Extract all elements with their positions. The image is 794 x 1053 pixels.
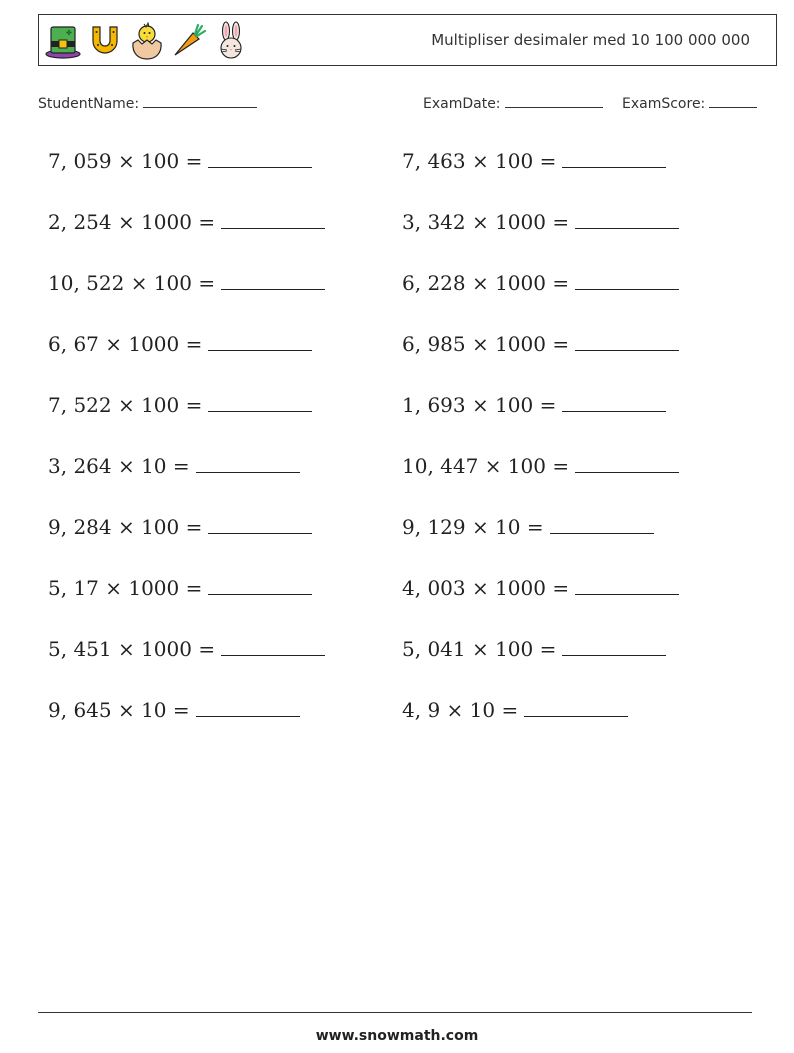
problem-right-3: [402, 268, 679, 298]
problem-text: 9, 645 × 10 =: [48, 698, 190, 722]
answer-blank[interactable]: [196, 698, 300, 717]
exam-score-label: ExamScore:: [622, 96, 706, 112]
problem-left-3: [48, 268, 325, 298]
problem-text: 3, 264 × 10 =: [48, 454, 190, 478]
problem-left-4: [48, 329, 312, 359]
answer-blank[interactable]: [550, 515, 654, 534]
answer-blank[interactable]: [221, 637, 325, 656]
problem-right-7: [402, 512, 654, 542]
exam-score-line[interactable]: [709, 93, 757, 108]
problem-text: 10, 522 × 100 =: [48, 271, 216, 295]
problem-right-10: [402, 695, 628, 725]
horseshoe-icon: [87, 21, 123, 61]
answer-blank[interactable]: [562, 149, 666, 168]
answer-blank[interactable]: [208, 576, 312, 595]
bunny-icon: [213, 21, 249, 61]
problem-left-1: [48, 146, 312, 176]
student-name-label: StudentName:: [38, 96, 140, 112]
problem-text: 7, 522 × 100 =: [48, 393, 203, 417]
problem-right-6: [402, 451, 679, 481]
problem-left-7: [48, 512, 312, 542]
answer-blank[interactable]: [208, 149, 312, 168]
problem-text: 5, 451 × 1000 =: [48, 637, 216, 661]
worksheet-title: Multipliser desimaler med 10 100 000 000: [431, 31, 750, 49]
problem-text: 1, 693 × 100 =: [402, 393, 557, 417]
exam-date-line[interactable]: [505, 93, 603, 108]
answer-blank[interactable]: [208, 332, 312, 351]
answer-blank[interactable]: [575, 332, 679, 351]
answer-blank[interactable]: [524, 698, 628, 717]
student-name-field: [38, 93, 257, 112]
problem-text: 3, 342 × 1000 =: [402, 210, 570, 234]
answer-blank[interactable]: [221, 210, 325, 229]
exam-date-label: ExamDate:: [423, 96, 501, 112]
problem-left-10: [48, 695, 300, 725]
problem-text: 4, 9 × 10 =: [402, 698, 519, 722]
problem-text: 4, 003 × 1000 =: [402, 576, 570, 600]
problem-text: 7, 463 × 100 =: [402, 149, 557, 173]
problem-left-9: [48, 634, 325, 664]
problem-right-8: [402, 573, 679, 603]
problem-text: 5, 17 × 1000 =: [48, 576, 203, 600]
problem-text: 2, 254 × 1000 =: [48, 210, 216, 234]
problem-text: 10, 447 × 100 =: [402, 454, 570, 478]
answer-blank[interactable]: [196, 454, 300, 473]
problem-left-6: [48, 451, 300, 481]
problem-right-5: [402, 390, 666, 420]
chick-in-egg-icon: [129, 21, 165, 61]
problem-left-8: [48, 573, 312, 603]
problem-left-5: [48, 390, 312, 420]
svg-text:✤: ✤: [66, 29, 72, 37]
problem-left-2: [48, 207, 325, 237]
footer-website[interactable]: www.snowmath.com: [315, 1028, 479, 1044]
answer-blank[interactable]: [562, 393, 666, 412]
problem-text: 7, 059 × 100 =: [48, 149, 203, 173]
problem-right-2: [402, 207, 679, 237]
problem-text: 6, 228 × 1000 =: [402, 271, 570, 295]
answer-blank[interactable]: [562, 637, 666, 656]
answer-blank[interactable]: [208, 515, 312, 534]
problem-text: 6, 67 × 1000 =: [48, 332, 203, 356]
worksheet-header: [38, 14, 777, 66]
problem-right-1: [402, 146, 666, 176]
header-icons: [45, 21, 249, 61]
answer-blank[interactable]: [575, 210, 679, 229]
problem-text: 9, 129 × 10 =: [402, 515, 544, 539]
answer-blank[interactable]: [575, 271, 679, 290]
problem-text: 5, 041 × 100 =: [402, 637, 557, 661]
answer-blank[interactable]: [221, 271, 325, 290]
exam-date-field: [423, 93, 603, 112]
carrot-icon: [171, 21, 207, 61]
exam-score-field: [622, 93, 757, 112]
problem-right-9: [402, 634, 666, 664]
answer-blank[interactable]: [208, 393, 312, 412]
problem-right-4: [402, 329, 679, 359]
problem-text: 6, 985 × 1000 =: [402, 332, 570, 356]
problem-text: 9, 284 × 100 =: [48, 515, 203, 539]
footer-divider: [38, 1012, 752, 1013]
leprechaun-hat-icon: [45, 21, 81, 61]
answer-blank[interactable]: [575, 454, 679, 473]
student-name-line[interactable]: [143, 93, 257, 108]
answer-blank[interactable]: [575, 576, 679, 595]
